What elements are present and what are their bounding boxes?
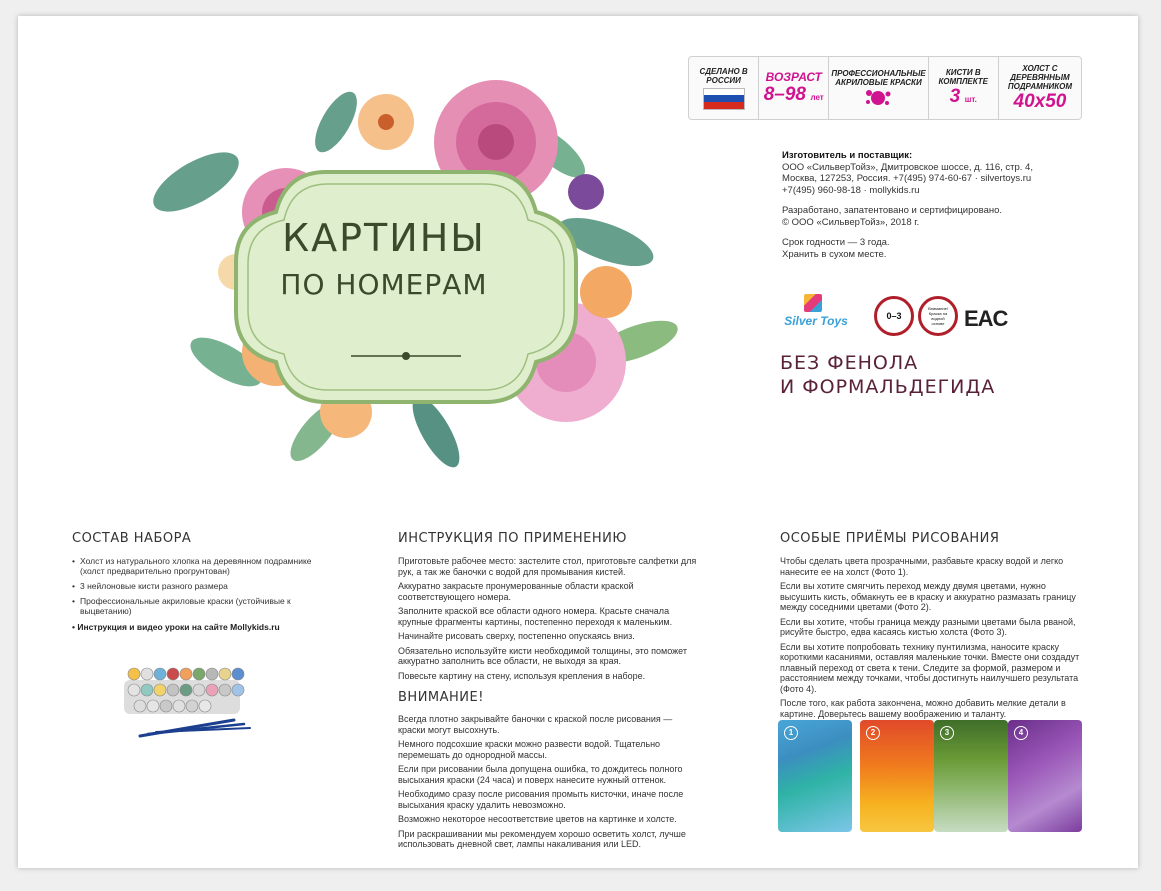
shelf-life-line-1: Срок годности — 3 года.	[782, 237, 890, 248]
attention-paragraph: Если при рисовании была допущена ошибка, то дождитесь полного высыхания краски (24 часа) и поверх нанесите нужный оттенок.	[398, 764, 683, 785]
instruction-paragraph: Обязательно используйте кисти необходимой толщины, это поможет аккуратно заполнить все области, не выходя за края.	[398, 645, 687, 666]
badge-paints	[829, 57, 928, 119]
badge-canvas-label: ХОЛСТ С ДЕРЕВЯННЫМ ПОДРАМНИКОМ	[1007, 63, 1072, 91]
paint-pots-icon	[124, 668, 244, 714]
title-line-1: КАРТИНЫ	[282, 216, 486, 260]
instruction-paragraph: Приготовьте рабочее место: застелите стол, приготовьте салфетки для рук, а так же баночки с водой для промывания кистей.	[398, 556, 697, 577]
kit-list	[72, 556, 327, 621]
instructions-text	[398, 556, 698, 685]
instruction-paragraph: Заполните краской все области одного номера. Красьте сначала крупные фрагменты картины, постепенно переходя к маленьким.	[398, 606, 673, 627]
attention-paragraph: Возможно некоторое несоответствие цветов на картинке и холсте.	[398, 814, 677, 824]
list-item: • Холст из натурального хлопка на деревянном подрамнике (холст предварительно прогрунтован)	[72, 556, 327, 576]
manufacturer-line-3: +7(495) 960-98-18 · mollykids.ru	[782, 184, 920, 196]
techniques-text	[780, 556, 1080, 723]
no-phenol-line-1: БЕЗ ФЕНОЛА	[780, 352, 919, 374]
photo-number: 4	[1014, 726, 1028, 740]
list-item: • 3 нейлоновые кисти разного размера	[72, 581, 327, 591]
badge-brushes-value: 3	[949, 86, 961, 107]
badge-age-unit: лет	[810, 93, 824, 102]
website-link[interactable]: • Инструкция и видео уроки на сайте Mollykids.ru	[72, 622, 280, 632]
silvertoys-logo-text: Silver Toys	[784, 314, 848, 328]
badge-brushes-unit: шт.	[964, 95, 977, 104]
instruction-paragraph: Начинайте рисовать сверху, постепенно опускаясь вниз.	[398, 631, 635, 641]
age-warning-text: 0–3	[886, 311, 902, 321]
shelf-life-line-2: Хранить в сухом месте.	[782, 248, 887, 260]
title-line-2: ПО НОМЕРАМ	[280, 268, 488, 301]
technique-paragraph: Если вы хотите, чтобы граница между разными цветами была рваной, рисуйте быстро, едва касаясь кистью холста (Фото 3).	[780, 616, 1076, 637]
technique-photo-4	[1008, 720, 1082, 832]
instructions-heading: ИНСТРУКЦИЯ ПО ПРИМЕНЕНИЮ	[398, 531, 627, 546]
kit-illustration	[122, 660, 252, 740]
photo-number: 3	[940, 726, 954, 740]
techniques-heading: ОСОБЫЕ ПРИЁМЫ РИСОВАНИЯ	[780, 531, 1000, 546]
attention-heading: ВНИМАНИЕ!	[398, 690, 484, 705]
manufacturer-info	[782, 150, 1082, 260]
attention-paragraph: Немного подсохшие краски можно развести водой. Тщательно перемешать до однородной массы.	[398, 739, 661, 760]
no-phenol-line-2: И ФОРМАЛЬДЕГИДА	[780, 376, 996, 398]
technique-photo-2	[860, 720, 934, 832]
manufacturer-line-2: Москва, 127253, Россия. +7(495) 974-60-67 · silvertoys.ru	[782, 173, 1032, 184]
badge-made-in-russia	[689, 57, 759, 119]
eac-mark: EAC	[964, 306, 1008, 331]
badge-brushes	[929, 57, 999, 119]
technique-paragraph: Если вы хотите смягчить переход между двумя цветами, нужно высушить кисть, обмакнуть ее в краску и аккуратно размазать границу между соседними цветами (Фото 2).	[780, 581, 1076, 612]
manufacturer-line-1: ООО «СильверТойз», Дмитровское шоссе, д. 116, стр. 4,	[782, 161, 1033, 173]
kit-heading: СОСТАВ НАБОРА	[72, 531, 192, 546]
instruction-paragraph: Аккуратно закрасьте пронумерованные области краской соответствующего номера.	[398, 581, 634, 602]
paint-splash-icon	[863, 87, 893, 107]
badge-age-value: 8–98	[763, 84, 807, 105]
developed-line-2: © ООО «СильверТойз», 2018 г.	[782, 216, 920, 228]
badge-brushes-label: КИСТИ В КОМПЛЕКТЕ	[938, 68, 989, 86]
water-paint-warning-icon	[918, 296, 958, 336]
age-warning-icon	[874, 296, 914, 336]
badge-canvas	[999, 57, 1081, 119]
instruction-paragraph: Повесьте картину на стену, используя крепления в наборе.	[398, 670, 646, 681]
attention-paragraph: Всегда плотно закрывайте баночки с краской после рисования — краски могут высохнуть.	[398, 714, 673, 735]
badge-made-in-text: СДЕЛАНО В РОССИИ	[699, 66, 748, 85]
brushes-icon	[140, 720, 250, 736]
attention-paragraph: При раскрашивании мы рекомендуем хорошо осветить холст, лучше использовать дневной свет, лампы накаливания или LED.	[398, 828, 686, 849]
cube-icon	[804, 294, 822, 312]
badge-age-label: ВОЗРАСТ	[765, 70, 822, 84]
water-paint-warning-text: Внимание! Краска на водной основе	[928, 306, 948, 326]
list-item: • Профессиональные акриловые краски (устойчивые к выцветанию)	[72, 596, 327, 616]
technique-paragraph: После того, как работа закончена, можно добавить мелкие детали в картине. Доверьтесь вашему воображению и таланту.	[780, 698, 1066, 719]
technique-photo-1	[778, 720, 852, 832]
attention-paragraph: Необходимо сразу после рисования промыть кисточки, иначе после высыхания краску удалить невозможно.	[398, 789, 684, 810]
feature-badges	[688, 56, 1082, 120]
badge-canvas-value: 40x50	[1013, 90, 1067, 112]
technique-photo-3	[934, 720, 1008, 832]
silvertoys-logo	[780, 294, 852, 334]
technique-paragraph: Если вы хотите попробовать технику пунтилизма, наносите краску короткими касаниями, оставляя маленькие точки. Вместе они создадут плавный переход от света к тени. Следите за формой, размером и расстоянием между точками, чтобы достигнуть наилучшего результата (Фото 4).	[780, 641, 1080, 694]
badge-paints-text: ПРОФЕССИОНАЛЬНЫЕ АКРИЛОВЫЕ КРАСКИ	[831, 69, 926, 87]
developed-line-1: Разработано, запатентовано и сертифицировано.	[782, 205, 1003, 216]
badge-age	[759, 57, 829, 119]
manufacturer-heading: Изготовитель и поставщик:	[782, 150, 913, 161]
russia-flag-icon	[703, 88, 745, 110]
attention-text	[398, 714, 698, 854]
technique-paragraph: Чтобы сделать цвета прозрачными, разбавьте краску водой и легко нанесите ее на холст (Фото 1).	[780, 556, 1064, 577]
photo-number: 2	[866, 726, 880, 740]
package-sheet	[18, 16, 1138, 868]
photo-number: 1	[784, 726, 798, 740]
